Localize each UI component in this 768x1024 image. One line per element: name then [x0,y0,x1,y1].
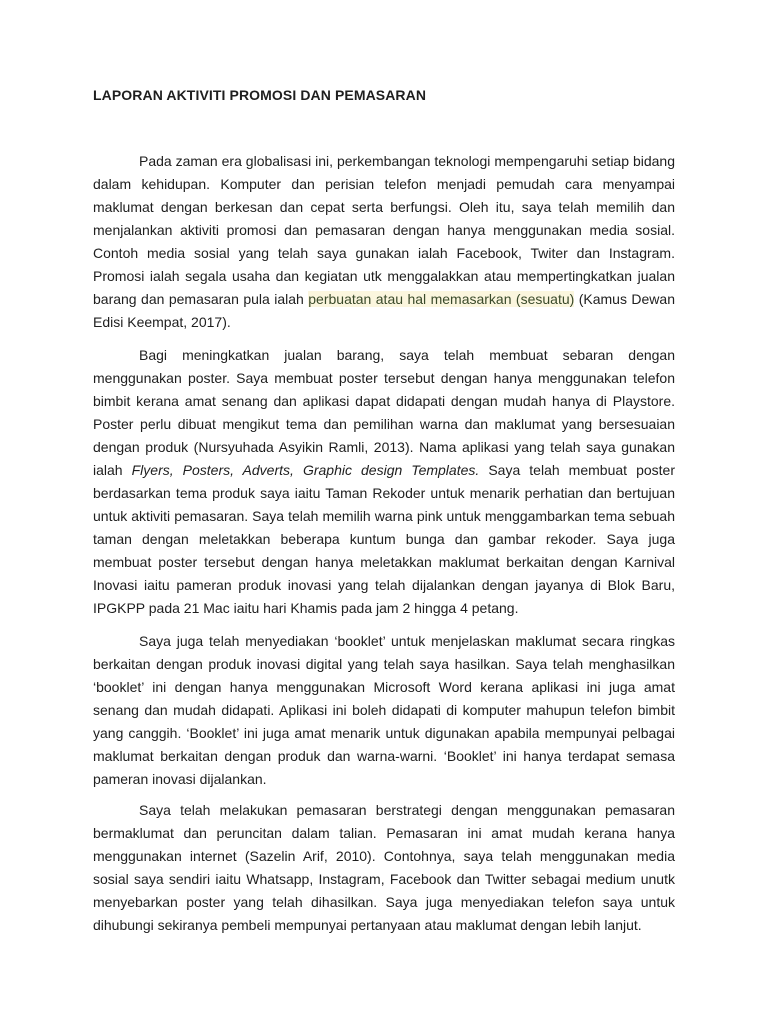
highlighted-definition: perbuatan atau hal memasarkan (sesuatu) [308,291,575,307]
paragraph-1-text-a: Pada zaman era globalisasi ini, perkembangan teknologi mempengaruhi setiap bidang dalam kehidupan. Komputer dan perisian telefon menjadi pemudah cara menyampai maklumat dengan berkesan dan cepat serta berfungsi. Oleh itu, saya telah memilih dan menjalankan aktiviti promosi dan pemasaran dengan hanya menggunakan media sosial. Contoh media sosial yang telah saya gunakan ialah Facebook, Twiter dan Instagram. Promosi ialah segala usaha dan kegiatan utk menggalakkan atau mempertingkatkan jualan barang dan pemasaran pula ialah [93,153,675,307]
paragraph-2-text-a: Bagi meningkatkan jualan barang, saya telah membuat sebaran dengan menggunakan poster. Saya membuat poster tersebut dengan hanya menggunakan telefon bimbit kerana amat senang dan aplikasi dapat didapati dengan mudah hanya di Playstore. Poster perlu dibuat mengikut tema dan pemilihan warna dan maklumat yang bersesuaian dengan produk (Nursyuhada Asyikin Ramli, 2013). Nama aplikasi yang telah saya gunakan ialah [93,347,675,478]
paragraph-2-text-b: Saya telah membuat poster berdasarkan tema produk saya iaitu Taman Rekoder untuk menarik perhatian dan bertujuan untuk aktiviti pemasaran. Saya telah memilih warna pink untuk menggambarkan tema sebuah taman dengan meletakkan beberapa kuntum bunga dan gambar rekoder. Saya juga membuat poster tersebut dengan hanya meletakkan maklumat berkaitan dengan Karnival Inovasi iaitu pameran produk inovasi yang telah dijalankan dengan jayanya di Blok Baru, IPGKPP pada 21 Mac iaitu hari Khamis pada jam 2 hingga 4 petang. [93,462,675,616]
paragraph-3: Saya juga telah menyediakan ‘booklet’ untuk menjelaskan maklumat secara ringkas berkaitan dengan produk inovasi digital yang telah saya hasilkan. Saya telah menghasilkan ‘booklet’ ini dengan hanya menggunakan Microsoft Word kerana aplikasi ini juga amat senang dan mudah didapati. Aplikasi ini boleh didapati di komputer mahupun telefon bimbit yang canggih. ‘Booklet’ ini juga amat menarik untuk digunakan apabila mempunyai pelbagai maklumat berkaitan dengan produk dan warna-warni. ‘Booklet’ ini hanya terdapat semasa pameran inovasi dijalankan. [93,633,675,787]
paragraph-4: Saya telah melakukan pemasaran berstrategi dengan menggunakan pemasaran bermaklumat dan peruncitan dalam talian. Pemasaran ini amat mudah kerana hanya menggunakan internet (Sazelin Arif, 2010). Contohnya, saya telah menggunakan media sosial saya sendiri iaitu Whatsapp, Instagram, Facebook dan Twitter sebagai medium unutk menyebarkan poster yang telah dihasilkan. Saya juga menyediakan telefon saya untuk dihubungi sekiranya pembeli mempunyai pertanyaan atau maklumat dengan lebih lanjut. [93,802,675,933]
paragraph-2 [93,344,675,620]
paragraph-1-text-b: (Kamus Dewan Edisi Keempat, 2017). [93,291,675,330]
paragraph-1 [93,150,675,334]
app-name-italic: Flyers, Posters, Adverts, Graphic design Templates. [131,462,480,478]
document-title: LAPORAN AKTIVITI PROMOSI DAN PEMASARAN [93,87,427,103]
